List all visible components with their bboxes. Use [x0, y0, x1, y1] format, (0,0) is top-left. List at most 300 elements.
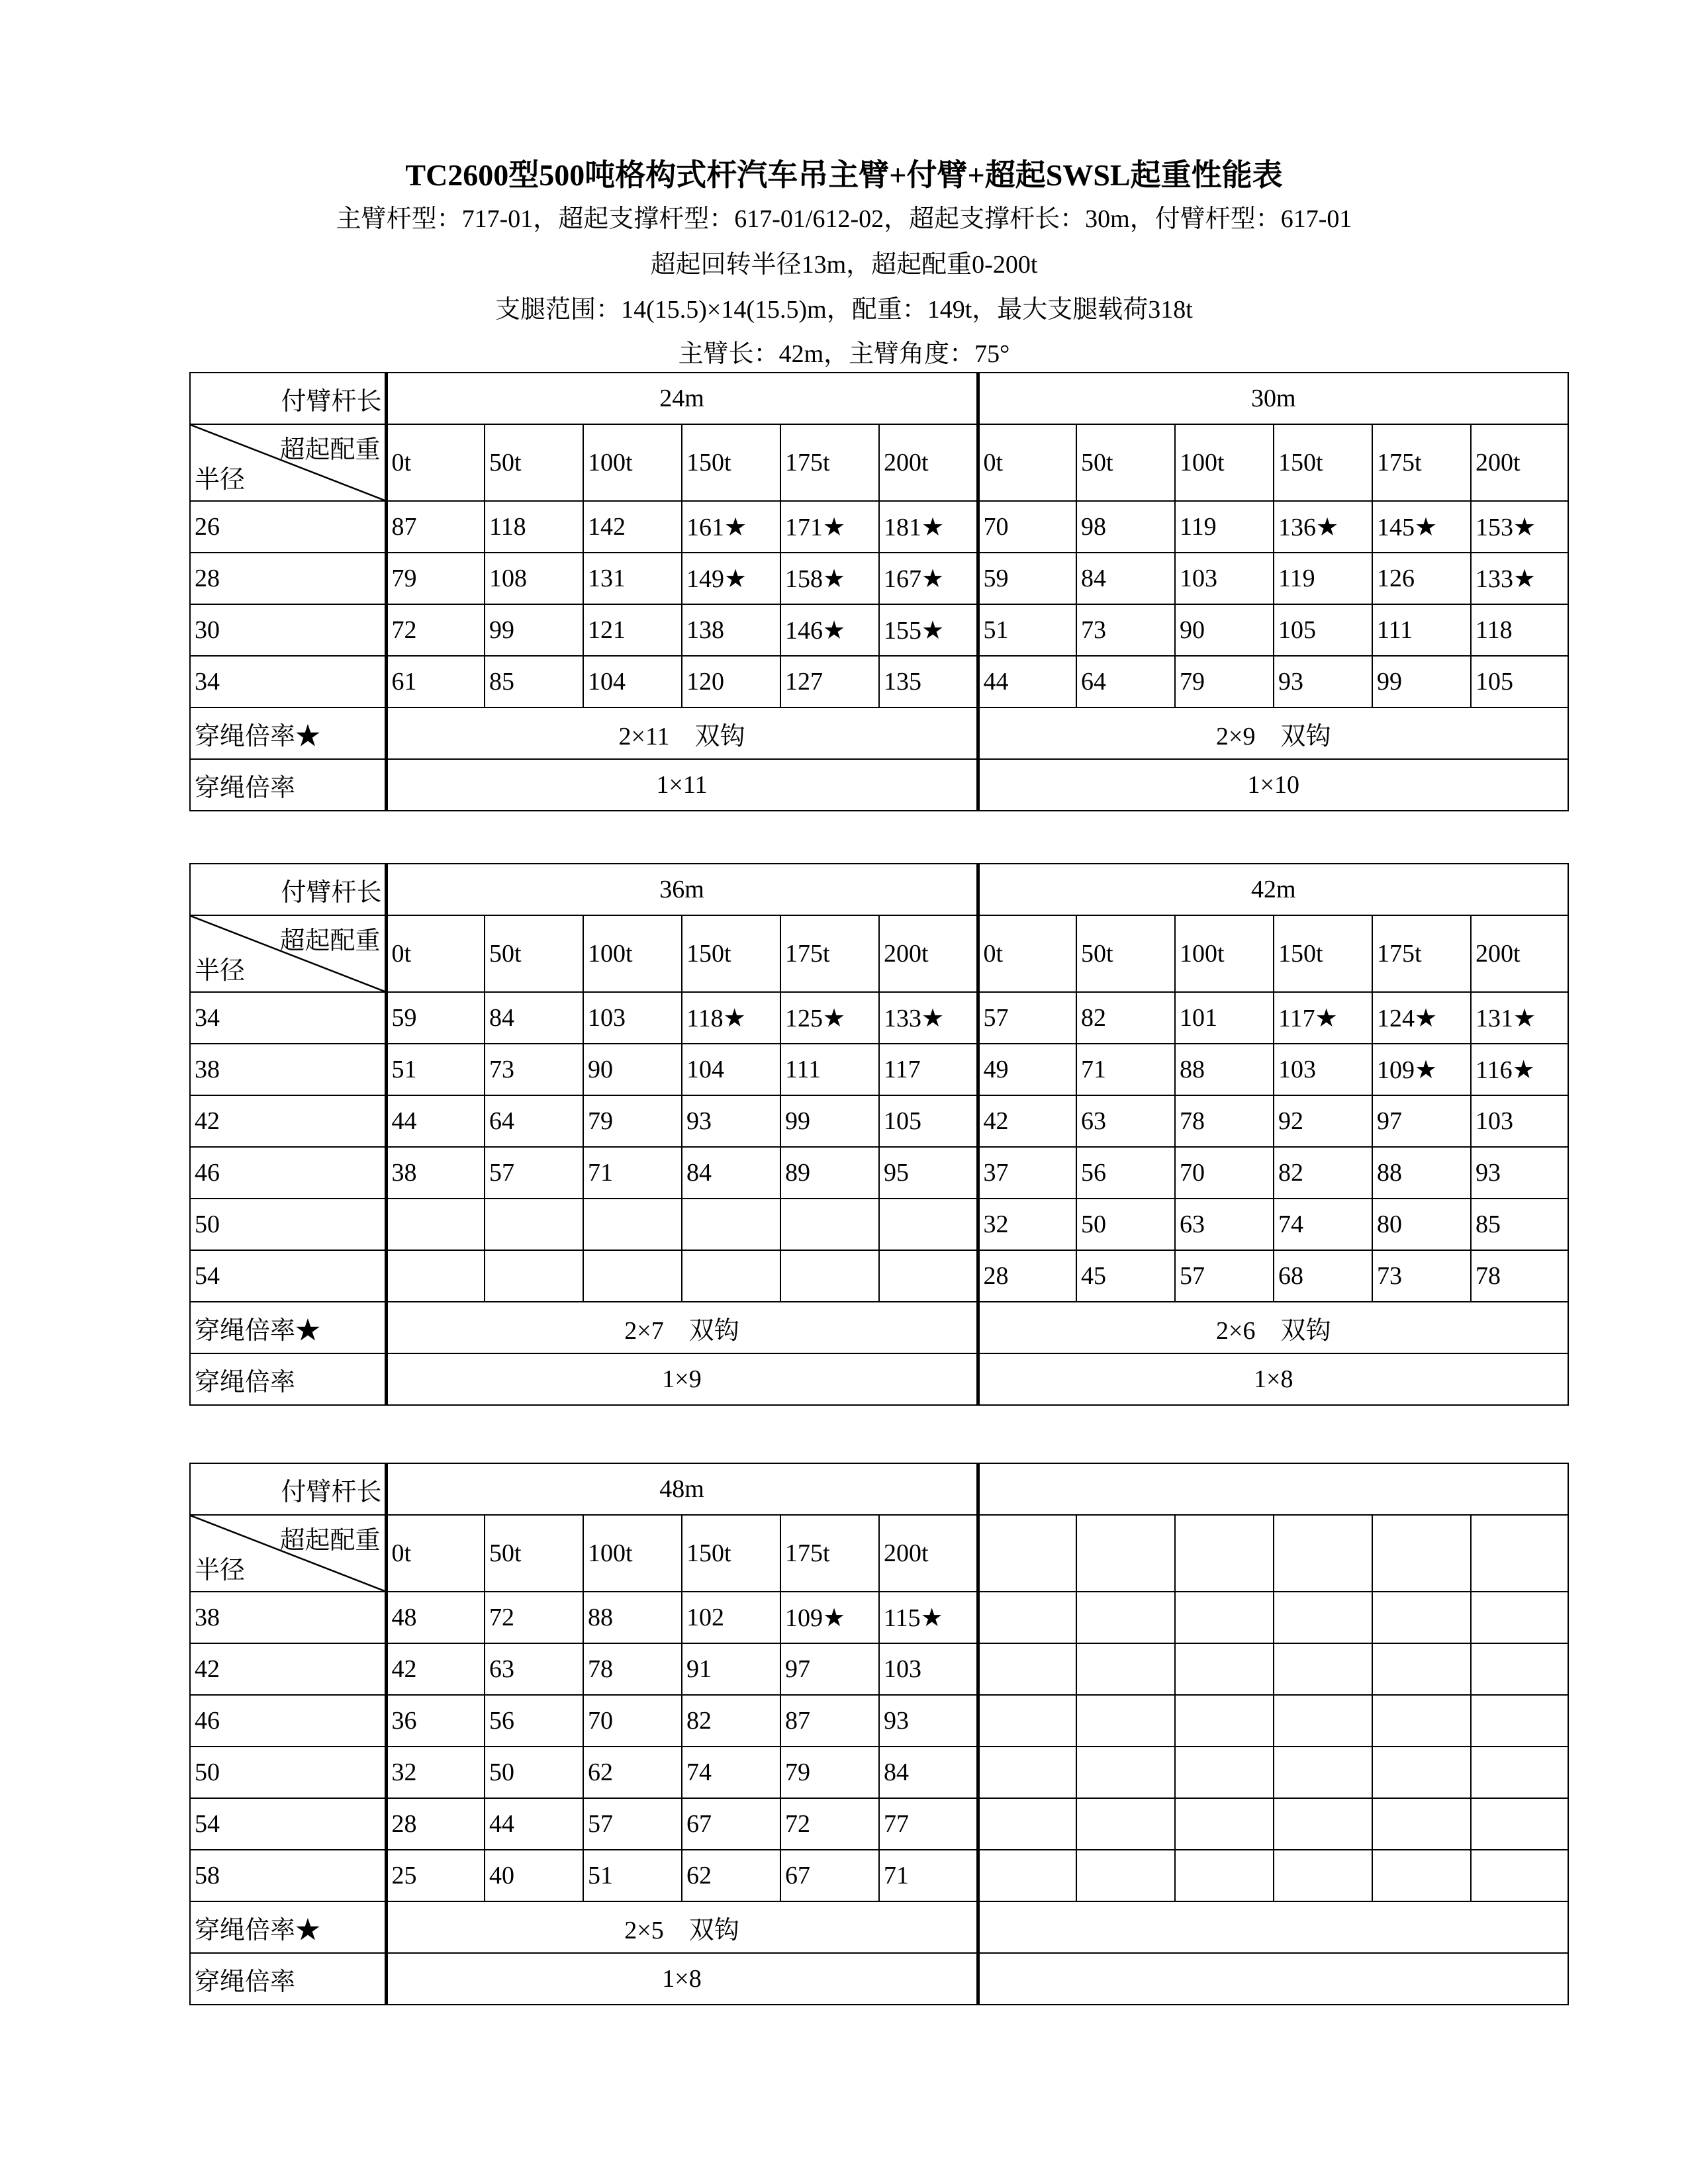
counterweight-header: 200t — [1471, 915, 1568, 992]
counterweight-header: 100t — [1175, 915, 1274, 992]
counterweight-header: 50t — [1076, 424, 1175, 501]
reeving-label: 穿绳倍率 — [190, 759, 386, 811]
capacity-cell — [780, 1250, 879, 1302]
boom-config-line: 主臂杆型：717-01，超起支撑杆型：617-01/612-02，超起支撑杆长：30m，付臂杆型：617-01 — [336, 205, 1352, 233]
capacity-cell: 167★ — [879, 553, 978, 604]
radius-cell: 30 — [190, 604, 386, 656]
capacity-cell: 105 — [1274, 604, 1372, 656]
capacity-cell — [1175, 1747, 1274, 1798]
capacity-cell — [1076, 1695, 1175, 1747]
capacity-cell: 62 — [583, 1747, 682, 1798]
capacity-cell — [1274, 1747, 1372, 1798]
capacity-cell — [1274, 1850, 1372, 1901]
capacity-cell: 74 — [682, 1747, 780, 1798]
capacity-cell: 91 — [682, 1643, 780, 1695]
counterweight-header: 0t — [978, 424, 1076, 501]
capacity-cell — [1471, 1592, 1568, 1643]
capacity-cell: 51 — [386, 1044, 485, 1095]
capacity-cell — [1471, 1643, 1568, 1695]
capacity-cell: 57 — [485, 1147, 583, 1199]
capacity-cell — [978, 1747, 1076, 1798]
jib-length-left: 48m — [386, 1463, 978, 1515]
capacity-cell: 181★ — [879, 501, 978, 553]
counterweight-header: 100t — [583, 915, 682, 992]
radius-cell: 42 — [190, 1095, 386, 1147]
radius-cell: 34 — [190, 992, 386, 1044]
capacity-cell: 133★ — [879, 992, 978, 1044]
capacity-cell: 79 — [386, 553, 485, 604]
capacity-cell: 158★ — [780, 553, 879, 604]
table-row — [190, 553, 1568, 604]
capacity-cell: 45 — [1076, 1250, 1175, 1302]
capacity-cell — [879, 1250, 978, 1302]
table-row — [190, 1695, 1568, 1747]
capacity-cell — [978, 1798, 1076, 1850]
capacity-cell: 97 — [1372, 1095, 1471, 1147]
capacity-cell: 62 — [682, 1850, 780, 1901]
reeving-row — [190, 759, 1568, 811]
capacity-cell — [1175, 1850, 1274, 1901]
capacity-cell: 171★ — [780, 501, 879, 553]
capacity-cell: 98 — [1076, 501, 1175, 553]
capacity-cell: 138 — [682, 604, 780, 656]
radius-cell: 42 — [190, 1643, 386, 1695]
capacity-cell: 79 — [583, 1095, 682, 1147]
counterweight-header: 0t — [978, 915, 1076, 992]
capacity-cell — [1076, 1850, 1175, 1901]
capacity-cell: 111 — [780, 1044, 879, 1095]
capacity-cell — [1372, 1695, 1471, 1747]
reeving-right — [978, 1953, 1568, 2005]
capacity-cell: 72 — [386, 604, 485, 656]
capacity-cell: 63 — [1076, 1095, 1175, 1147]
capacity-cell: 70 — [583, 1695, 682, 1747]
capacity-cell: 126 — [1372, 553, 1471, 604]
counterweight-header: 150t — [682, 1515, 780, 1592]
counterweight-header — [1372, 1515, 1471, 1592]
jib-length-row — [190, 1463, 1568, 1515]
capacity-cell: 59 — [386, 992, 485, 1044]
capacity-cell: 67 — [780, 1850, 879, 1901]
page-title: TC2600型500吨格构式杆汽车吊主臂+付臂+超起SWSL起重性能表 — [405, 158, 1283, 192]
table-row — [190, 1147, 1568, 1199]
capacity-cell — [1076, 1643, 1175, 1695]
counterweight-header: 150t — [682, 915, 780, 992]
capacity-cell: 120 — [682, 656, 780, 707]
radius-cell: 58 — [190, 1850, 386, 1901]
radius-cell: 38 — [190, 1592, 386, 1643]
capacity-cell: 72 — [485, 1592, 583, 1643]
capacity-cell: 127 — [780, 656, 879, 707]
capacity-cell: 161★ — [682, 501, 780, 553]
capacity-cell: 82 — [1076, 992, 1175, 1044]
reeving-left: 1×11 — [386, 759, 978, 811]
capacity-cell — [485, 1199, 583, 1250]
reeving-label: 穿绳倍率 — [190, 1953, 386, 2005]
counterweight-header: 50t — [485, 1515, 583, 1592]
capacity-cell: 42 — [386, 1643, 485, 1695]
counterweight-row — [190, 1515, 1568, 1592]
radius-cell: 28 — [190, 553, 386, 604]
counterweight-row — [190, 915, 1568, 992]
capacity-cell: 51 — [978, 604, 1076, 656]
capacity-cell: 48 — [386, 1592, 485, 1643]
counterweight-header: 0t — [386, 424, 485, 501]
capacity-cell: 117 — [879, 1044, 978, 1095]
table-row — [190, 656, 1568, 707]
jib-length-label: 付臂杆长 — [190, 864, 386, 915]
table-row — [190, 1095, 1568, 1147]
capacity-cell: 136★ — [1274, 501, 1372, 553]
table-row — [190, 1592, 1568, 1643]
capacity-cell: 87 — [386, 501, 485, 553]
reeving-star-row — [190, 707, 1568, 759]
reeving-star-left: 2×5 双钩 — [386, 1901, 978, 1953]
counterweight-header: 0t — [386, 915, 485, 992]
table-row — [190, 1850, 1568, 1901]
radius-label: 半径 — [195, 1557, 246, 1584]
capacity-cell: 42 — [978, 1095, 1076, 1147]
reeving-star-right — [978, 1901, 1568, 1953]
capacity-cell: 59 — [978, 553, 1076, 604]
capacity-cell: 88 — [583, 1592, 682, 1643]
jib-length-label: 付臂杆长 — [190, 1463, 386, 1515]
table-row — [190, 501, 1568, 553]
capacity-cell: 40 — [485, 1850, 583, 1901]
capacity-cell — [682, 1199, 780, 1250]
capacity-cell: 92 — [1274, 1095, 1372, 1147]
radius-cell: 34 — [190, 656, 386, 707]
reeving-star-label: 穿绳倍率★ — [190, 1302, 386, 1353]
capacity-cell: 93 — [1274, 656, 1372, 707]
reeving-label: 穿绳倍率 — [190, 1353, 386, 1405]
capacity-cell: 104 — [682, 1044, 780, 1095]
capacity-cell: 88 — [1372, 1147, 1471, 1199]
capacity-cell: 57 — [1175, 1250, 1274, 1302]
capacity-cell: 84 — [485, 992, 583, 1044]
capacity-cell: 49 — [978, 1044, 1076, 1095]
counterweight-header: 100t — [583, 424, 682, 501]
table-row — [190, 1250, 1568, 1302]
capacity-cell: 153★ — [1471, 501, 1568, 553]
table-row — [190, 1044, 1568, 1095]
capacity-cell: 50 — [1076, 1199, 1175, 1250]
capacity-cell: 135 — [879, 656, 978, 707]
table-row — [190, 1798, 1568, 1850]
capacity-cell: 109★ — [780, 1592, 879, 1643]
table-row — [190, 1747, 1568, 1798]
reeving-star-row — [190, 1901, 1568, 1953]
capacity-cell — [1372, 1798, 1471, 1850]
jib-length-row — [190, 864, 1568, 915]
capacity-cell: 28 — [978, 1250, 1076, 1302]
capacity-cell — [1175, 1592, 1274, 1643]
counterweight-header: 175t — [1372, 915, 1471, 992]
capacity-cell — [1175, 1643, 1274, 1695]
capacity-cell — [583, 1250, 682, 1302]
counterweight-label: 超起配重 — [279, 1527, 381, 1555]
counterweight-header: 50t — [485, 424, 583, 501]
capacity-cell: 50 — [485, 1747, 583, 1798]
capacity-cell: 84 — [682, 1147, 780, 1199]
capacity-cell — [1372, 1643, 1471, 1695]
capacity-cell: 118 — [1471, 604, 1568, 656]
capacity-cell: 73 — [1076, 604, 1175, 656]
diagonal-header-cell — [190, 915, 386, 992]
radius-cell: 50 — [190, 1199, 386, 1250]
capacity-cell — [978, 1695, 1076, 1747]
capacity-cell — [386, 1250, 485, 1302]
capacity-cell: 93 — [1471, 1147, 1568, 1199]
counterweight-header: 200t — [879, 915, 978, 992]
radius-cell: 50 — [190, 1747, 386, 1798]
capacity-cell — [978, 1643, 1076, 1695]
capacity-cell: 103 — [583, 992, 682, 1044]
capacity-cell — [1274, 1643, 1372, 1695]
radius-cell: 46 — [190, 1695, 386, 1747]
reeving-star-label: 穿绳倍率★ — [190, 1901, 386, 1953]
capacity-cell: 119 — [1274, 553, 1372, 604]
reeving-star-left: 2×7 双钩 — [386, 1302, 978, 1353]
radius-label: 半径 — [195, 466, 246, 494]
outrigger-line: 支腿范围：14(15.5)×14(15.5)m，配重：149t，最大支腿载荷318t — [495, 296, 1193, 324]
capacity-cell: 93 — [682, 1095, 780, 1147]
capacity-cell: 36 — [386, 1695, 485, 1747]
reeving-star-right: 2×6 双钩 — [978, 1302, 1568, 1353]
reeving-right: 1×10 — [978, 759, 1568, 811]
counterweight-header — [1175, 1515, 1274, 1592]
reeving-left: 1×8 — [386, 1953, 978, 2005]
reeving-star-row — [190, 1302, 1568, 1353]
capacity-cell: 102 — [682, 1592, 780, 1643]
capacity-cell: 63 — [485, 1643, 583, 1695]
capacity-cell — [1274, 1798, 1372, 1850]
capacity-cell: 99 — [485, 604, 583, 656]
radius-cell: 54 — [190, 1798, 386, 1850]
counterweight-header: 200t — [1471, 424, 1568, 501]
counterweight-header — [978, 1515, 1076, 1592]
capacity-cell: 44 — [485, 1798, 583, 1850]
load-chart-table-1 — [189, 372, 1569, 811]
radius-cell: 38 — [190, 1044, 386, 1095]
capacity-cell — [1076, 1592, 1175, 1643]
capacity-cell: 121 — [583, 604, 682, 656]
jib-length-right: 30m — [978, 373, 1568, 424]
capacity-cell: 124★ — [1372, 992, 1471, 1044]
capacity-cell: 93 — [879, 1695, 978, 1747]
radius-cell: 46 — [190, 1147, 386, 1199]
capacity-cell: 97 — [780, 1643, 879, 1695]
capacity-cell: 95 — [879, 1147, 978, 1199]
radius-cell: 26 — [190, 501, 386, 553]
capacity-cell — [978, 1850, 1076, 1901]
reeving-star-right: 2×9 双钩 — [978, 707, 1568, 759]
table-row — [190, 1199, 1568, 1250]
radius-label: 半径 — [195, 957, 246, 985]
capacity-cell: 57 — [978, 992, 1076, 1044]
capacity-cell — [386, 1199, 485, 1250]
capacity-cell: 80 — [1372, 1199, 1471, 1250]
capacity-cell: 104 — [583, 656, 682, 707]
capacity-cell: 149★ — [682, 553, 780, 604]
capacity-cell: 64 — [485, 1095, 583, 1147]
main-boom-line: 主臂长：42m，主臂角度：75° — [678, 340, 1010, 368]
capacity-cell: 103 — [879, 1643, 978, 1695]
capacity-cell: 116★ — [1471, 1044, 1568, 1095]
capacity-cell: 103 — [1274, 1044, 1372, 1095]
table-row — [190, 992, 1568, 1044]
capacity-cell: 72 — [780, 1798, 879, 1850]
capacity-cell: 51 — [583, 1850, 682, 1901]
counterweight-header: 50t — [1076, 915, 1175, 992]
capacity-cell: 71 — [1076, 1044, 1175, 1095]
counterweight-label: 超起配重 — [279, 436, 381, 464]
capacity-cell — [1175, 1695, 1274, 1747]
superlift-line: 超起回转半径13m，超起配重0-200t — [650, 251, 1038, 279]
counterweight-header: 200t — [879, 1515, 978, 1592]
capacity-cell: 117★ — [1274, 992, 1372, 1044]
diagonal-header-cell — [190, 424, 386, 501]
reeving-left: 1×9 — [386, 1353, 978, 1405]
capacity-cell: 82 — [1274, 1147, 1372, 1199]
capacity-cell: 78 — [1175, 1095, 1274, 1147]
capacity-cell: 70 — [1175, 1147, 1274, 1199]
capacity-cell — [1372, 1592, 1471, 1643]
counterweight-header: 200t — [879, 424, 978, 501]
jib-length-row — [190, 373, 1568, 424]
capacity-cell: 131★ — [1471, 992, 1568, 1044]
counterweight-header: 150t — [1274, 424, 1372, 501]
reeving-star-left: 2×11 双钩 — [386, 707, 978, 759]
capacity-cell: 79 — [1175, 656, 1274, 707]
capacity-cell: 142 — [583, 501, 682, 553]
capacity-cell: 99 — [1372, 656, 1471, 707]
jib-length-left: 24m — [386, 373, 978, 424]
capacity-cell: 71 — [879, 1850, 978, 1901]
capacity-cell: 68 — [1274, 1250, 1372, 1302]
capacity-cell: 70 — [978, 501, 1076, 553]
capacity-cell: 79 — [780, 1747, 879, 1798]
radius-cell: 54 — [190, 1250, 386, 1302]
capacity-cell: 155★ — [879, 604, 978, 656]
counterweight-header — [1076, 1515, 1175, 1592]
table-row — [190, 604, 1568, 656]
capacity-cell: 73 — [485, 1044, 583, 1095]
capacity-cell: 84 — [1076, 553, 1175, 604]
diagonal-header-cell — [190, 1515, 386, 1592]
capacity-cell: 131 — [583, 553, 682, 604]
capacity-cell — [682, 1250, 780, 1302]
capacity-cell: 44 — [978, 656, 1076, 707]
capacity-cell: 125★ — [780, 992, 879, 1044]
counterweight-header: 100t — [1175, 424, 1274, 501]
counterweight-label: 超起配重 — [279, 927, 381, 955]
capacity-cell: 38 — [386, 1147, 485, 1199]
counterweight-header: 0t — [386, 1515, 485, 1592]
table-row — [190, 1643, 1568, 1695]
counterweight-header — [1471, 1515, 1568, 1592]
counterweight-header: 175t — [780, 424, 879, 501]
capacity-cell — [879, 1199, 978, 1250]
capacity-cell: 85 — [485, 656, 583, 707]
capacity-cell: 109★ — [1372, 1044, 1471, 1095]
reeving-row — [190, 1353, 1568, 1405]
capacity-cell: 115★ — [879, 1592, 978, 1643]
capacity-cell — [1274, 1695, 1372, 1747]
capacity-cell: 118★ — [682, 992, 780, 1044]
capacity-cell: 64 — [1076, 656, 1175, 707]
capacity-cell — [1372, 1850, 1471, 1901]
capacity-cell: 78 — [583, 1643, 682, 1695]
capacity-cell: 25 — [386, 1850, 485, 1901]
capacity-cell: 77 — [879, 1798, 978, 1850]
capacity-cell: 32 — [978, 1199, 1076, 1250]
capacity-cell: 56 — [485, 1695, 583, 1747]
capacity-cell: 74 — [1274, 1199, 1372, 1250]
counterweight-header: 50t — [485, 915, 583, 992]
capacity-cell: 103 — [1471, 1095, 1568, 1147]
capacity-cell: 119 — [1175, 501, 1274, 553]
capacity-cell — [1175, 1798, 1274, 1850]
counterweight-header: 175t — [780, 915, 879, 992]
capacity-cell: 32 — [386, 1747, 485, 1798]
load-chart-table-3 — [189, 1463, 1569, 2005]
capacity-cell: 108 — [485, 553, 583, 604]
capacity-cell: 73 — [1372, 1250, 1471, 1302]
jib-length-label: 付臂杆长 — [190, 373, 386, 424]
jib-length-right — [978, 1463, 1568, 1515]
counterweight-row — [190, 424, 1568, 501]
capacity-cell: 146★ — [780, 604, 879, 656]
counterweight-header: 100t — [583, 1515, 682, 1592]
jib-length-left: 36m — [386, 864, 978, 915]
capacity-cell: 90 — [583, 1044, 682, 1095]
reeving-right: 1×8 — [978, 1353, 1568, 1405]
reeving-star-label: 穿绳倍率★ — [190, 707, 386, 759]
capacity-cell: 118 — [485, 501, 583, 553]
capacity-cell: 133★ — [1471, 553, 1568, 604]
capacity-cell: 78 — [1471, 1250, 1568, 1302]
reeving-row — [190, 1953, 1568, 2005]
load-chart-table-2 — [189, 863, 1569, 1406]
capacity-cell — [1471, 1798, 1568, 1850]
capacity-cell — [978, 1592, 1076, 1643]
capacity-cell: 89 — [780, 1147, 879, 1199]
capacity-cell — [1471, 1850, 1568, 1901]
capacity-cell: 111 — [1372, 604, 1471, 656]
capacity-cell: 84 — [879, 1747, 978, 1798]
capacity-cell: 44 — [386, 1095, 485, 1147]
capacity-cell: 56 — [1076, 1147, 1175, 1199]
capacity-cell: 88 — [1175, 1044, 1274, 1095]
capacity-cell — [583, 1199, 682, 1250]
capacity-cell: 28 — [386, 1798, 485, 1850]
capacity-cell: 101 — [1175, 992, 1274, 1044]
capacity-cell — [1274, 1592, 1372, 1643]
capacity-cell: 63 — [1175, 1199, 1274, 1250]
capacity-cell: 87 — [780, 1695, 879, 1747]
counterweight-header: 150t — [1274, 915, 1372, 992]
capacity-cell — [1471, 1747, 1568, 1798]
capacity-cell — [1372, 1747, 1471, 1798]
capacity-cell — [485, 1250, 583, 1302]
capacity-cell: 105 — [879, 1095, 978, 1147]
capacity-cell — [1076, 1798, 1175, 1850]
capacity-cell — [780, 1199, 879, 1250]
capacity-cell — [1076, 1747, 1175, 1798]
counterweight-header: 150t — [682, 424, 780, 501]
counterweight-header: 175t — [1372, 424, 1471, 501]
